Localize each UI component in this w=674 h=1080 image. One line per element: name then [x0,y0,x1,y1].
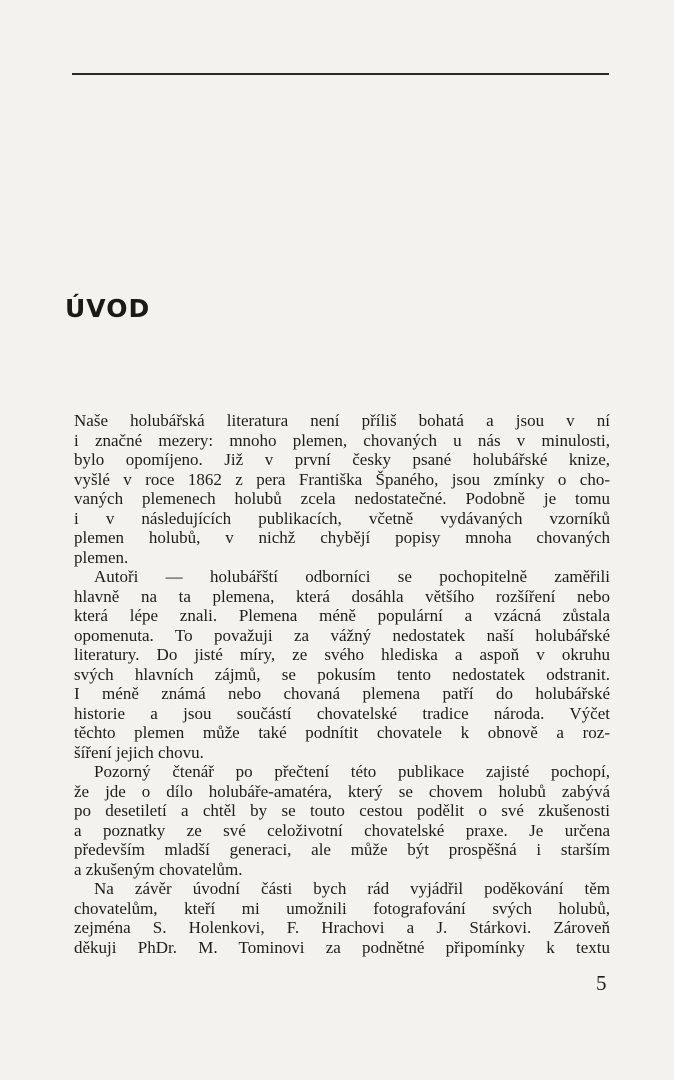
text-line: plemen holubů, v nichž chybějí popisy mnoha chovaných [74,528,610,547]
text-line: děkuji PhDr. M. Tominovi za podnětné připomínky k textu [74,937,610,957]
text-line: po desetiletí a chtěl by se touto cestou podělit o své zkušenosti [74,801,610,820]
paragraph [74,762,610,879]
text-line: bylo opomíjeno. Již v první česky psané holubářské knize, [74,450,610,469]
text-line: Na závěr úvodní části bych rád vyjádřil poděkování těm [94,879,610,898]
body-text [74,411,610,957]
text-line: a poznatky ze své celoživotní chovatelské praxe. Je určena [74,820,610,840]
text-line: i značné mezery: mnoho plemen, chovaných u nás v minulosti, [74,430,610,450]
chapter-heading: ÚVOD [65,294,151,323]
text-line: i v následujících publikacích, včetně vydávaných vzorníků [74,508,610,528]
text-line: historie a jsou součástí chovatelské tradice národa. Výčet [74,703,610,723]
text-line: vaných plemenech holubů zcela nedostatečné. Podobně je tomu [74,489,610,508]
text-line: Autoři — holubářští odborníci se pochopitelně zaměřili [94,567,610,586]
text-line: opomenuta. To považuji za vážný nedostatek naší holubářské [74,625,610,645]
text-line: hlavně na ta plemena, která dosáhla většího rozšíření nebo [74,586,610,606]
text-line: a zkušeným chovatelům. [74,859,243,879]
text-line: šíření jejich chovu. [74,742,204,762]
paragraph [74,567,610,762]
text-line: plemen. [74,547,129,567]
text-line: těchto plemen může také podnítit chovatele k obnově a roz- [74,723,610,742]
text-line: která lépe znali. Plemena méně populární a vzácná zůstala [74,606,610,625]
text-line: chovatelům, kteří mi umožnili fotografování svých holubů, [74,898,610,918]
top-rule [72,73,609,75]
text-line: že jde o dílo holubáře-amatéra, který se chovem holubů zabývá [74,781,610,801]
text-line: Naše holubářská literatura není příliš bohatá a jsou v ní [74,411,610,430]
text-line: I méně známá nebo chovaná plemena patří do holubářské [74,684,610,703]
paragraph [74,411,610,567]
text-line: Pozorný čtenář po přečtení této publikace zajisté pochopí, [94,762,610,781]
page-number: 5 [596,971,607,995]
text-line: zejména S. Holenkovi, F. Hrachovi a J. Stárkovi. Zároveň [74,918,610,937]
text-line: především mladší generaci, ale může být prospěšná i starším [74,840,610,859]
text-line: vyšlé v roce 1862 z pera Františka Španého, jsou zmínky o cho- [74,469,610,489]
text-line: literatury. Do jisté míry, ze svého hlediska a aspoň v okruhu [74,645,610,664]
text-line: svých hlavních zájmů, se pokusím tento nedostatek odstranit. [74,664,610,684]
paragraph [74,879,610,957]
